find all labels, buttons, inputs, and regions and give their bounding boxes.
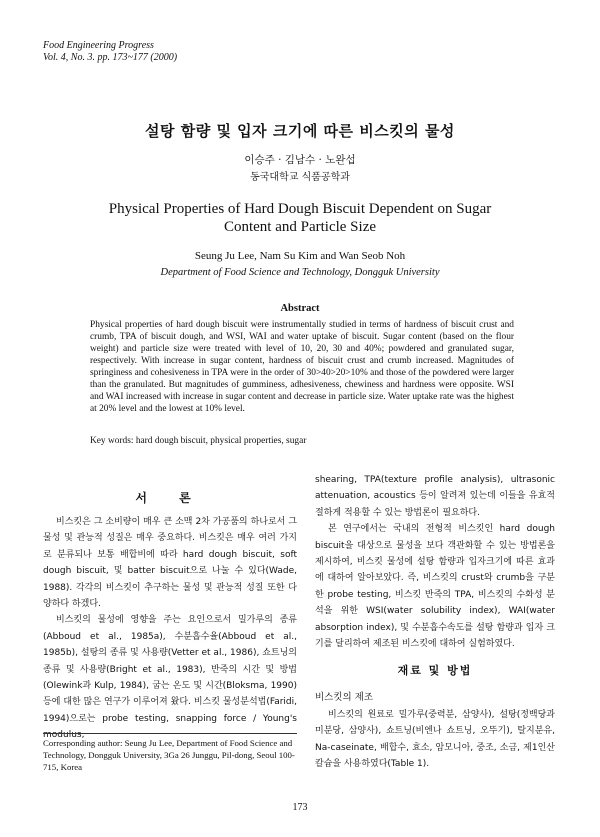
english-authors: Seung Ju Lee, Nam Su Kim and Wan Seob Noh [194, 250, 406, 262]
methods-subheading: 비스킷의 제조 [315, 692, 374, 704]
korean-title: 설탕 함량 및 입자 크기에 따른 비스킷의 물성 [145, 122, 455, 140]
korean-affiliation: 동국대학교 식품공학과 [250, 172, 350, 183]
english-affiliation: Department of Food Science and Technology, Dongguk University [160, 267, 440, 278]
intro-paragraph-2: 비스킷의 물성에 영향을 주는 요인으로서 밀가루의 종류(Abboud et al., 1985a), 수분흡수율(Abboud et al., 1985b), 설탕의 종류 및 사용량(Vetter et al., 1986), 쇼트닝의 종류 및 사용량(Bright et al., 1983), 반죽의 시간 및 방법(Olewink과 Kulp, 1984), 굽는 온도 및 시간(Bloksma, 1990) 등에 대한 많은 연구가 이루어져 왔다. 비스킷 물성분석법(Faridi, 1994)으로는 probe testing, snapping force / Young's modulus, [43, 615, 297, 741]
intro-paragraph-3: shearing, TPA(texture profile analysis), ultrasonic attenuation, acoustics 등이 알려져 있는데 이들을 유효적절하게 적용할 수 있는 방법론이 필요하다. [315, 475, 555, 518]
journal-name: Food Engineering Progress [43, 40, 154, 51]
abstract-body: Physical properties of hard dough biscuit were instrumentally studied in terms of hardness of biscuit crust and crumb, TPA of biscuit dough, and WSI, WAI and water uptake of biscuit. Sugar content (based on the flour weight) and particle size were treated with level of 10, 20, 30 and 40%; powdered and granulated sugar, respectively. With increase in sugar content, hardness of biscuit crust and crumb increased. Magnitudes of springiness and cohesiveness in TPA were in the order of 30>40>20>10% and those of the powdered were larger than the granulated. But magnitudes of gumminess, adhesiveness, chewiness and hardness were opposite. WSI and WAI increased with increase in sugar content and decrease in particle size. Water uptake rate was the highest at 20% level and the lowest at 10% level. [90, 320, 514, 414]
methods-heading: 재료 및 방법 [397, 664, 473, 678]
methods-paragraph-1: 비스킷의 원료로 밀가루(중력분, 삼양사), 설탕(정백당과 미분당, 삼양사), 쇼트닝(비엔나 쇼트닝, 오뚜기), 탈지분유, Na-caseinate, 배합수, 효소, 암모니아, 중조, 소금, 제1인산 칼슘을 사용하였다(Table 1). [315, 709, 555, 770]
keywords: Key words: hard dough biscuit, physical properties, sugar [90, 436, 307, 446]
korean-authors: 이승주 · 김남수 · 노완섭 [244, 154, 356, 166]
intro-heading: 서 론 [135, 491, 205, 505]
intro-paragraph-4: 본 연구에서는 국내의 전형적 비스킷인 hard dough biscuit을 대상으로 물성을 보다 객관화할 수 있는 방법론을 제시하여, 비스킷 물성에 설탕 함량과 입자크기에 따른 효과에 대하여 알아보았다. 즉, 비스킷의 crust와 crumb을 구분한 probe testing, 비스킷 반죽의 TPA, 비스킷의 수화성 분석을 위한 WSI(water solubility index), WAI(water absorption index), 및 수분흡수속도를 설탕 함량과 입자 크기를 달리하여 제조된 비스킷에 대하여 실험하였다. [315, 524, 555, 650]
corresponding-author-footnote: Corresponding author: Seung Ju Lee, Department of Food Science and Technology, Dongguk University, 3Ga 26 Junggu, Pil-dong, Seoul 100-715, Korea [43, 738, 295, 772]
intro-paragraph-1: 비스킷은 그 소비량이 매우 큰 소맥 2차 가공품의 하나로서 그 물성 및 관능적 성질은 매우 중요하다. 비스킷은 매우 여러 가지로 분류되나 보통 배합비에 따라 hard dough biscuit, soft dough biscuit, 및 batter biscuit으로 나눌 수 있다(Wade, 1988). 각각의 비스킷이 추구하는 물성 및 관능적 성질 또한 다양하다 하겠다. [43, 517, 297, 610]
abstract-heading: Abstract [280, 303, 320, 314]
right-column [315, 472, 555, 773]
english-title-line2: Content and Particle Size [223, 219, 377, 235]
journal-header [43, 40, 177, 64]
left-column [43, 488, 297, 744]
page-number: 173 [292, 802, 308, 813]
journal-volume: Vol. 4, No. 3. pp. 173~177 (2000) [43, 52, 178, 63]
english-title-line1: Physical Properties of Hard Dough Biscuit Dependent on Sugar [108, 201, 492, 217]
footnote-divider [43, 733, 297, 734]
english-title [0, 200, 600, 236]
